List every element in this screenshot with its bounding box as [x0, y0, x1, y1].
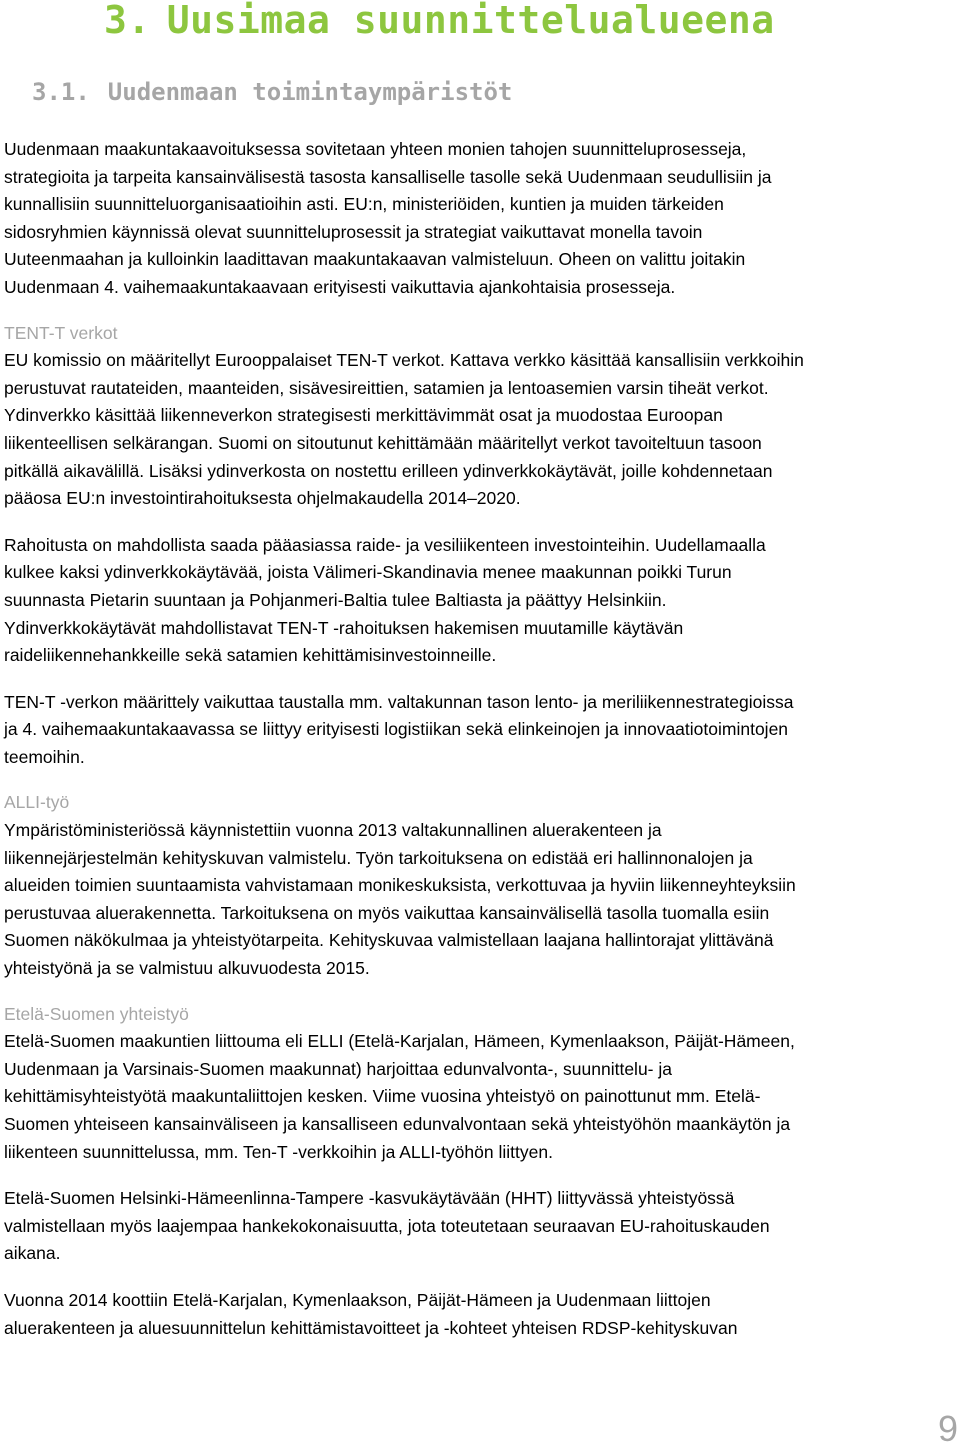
- text-line: liikenteellisen selkärangan. Suomi on sitoutunut kehittämään määritellyt verkot tavoiteltuun tasoon: [4, 432, 762, 453]
- text-line: Ydinverkko käsittää liikenneverkon strategisesti merkittävimmät osat ja muodostaa Euroopan: [4, 405, 723, 426]
- paragraph: [4, 1287, 959, 1342]
- text-line: pääosa EU:n investointirahoituksesta ohjelmakaudella 2014–2020.: [4, 488, 521, 509]
- text-line: ja 4. vaihemaakuntakaavassa se liittyy erityisesti logistiikan sekä elinkeinojen ja innovaatiotoimintojen: [4, 719, 789, 740]
- text-line: kulkee kaksi ydinverkkokäytävää, joista Välimeri-Skandinavia menee maakunnan poikki Turun: [4, 562, 732, 583]
- chapter-number: 3.: [104, 0, 151, 42]
- paragraph: [4, 532, 959, 670]
- text-line: sidosryhmien käynnissä olevat suunnitteluprosessit ja strategiat vaikuttavat monella tavoin: [4, 221, 703, 242]
- text-line: yhteistyönä ja se valmistuu alkuvuodesta 2015.: [4, 958, 370, 979]
- text-line: Uudenmaan maakuntakaavoituksessa sovitetaan yhteen monien tahojen suunnitteluprosesseja,: [4, 139, 747, 159]
- text-line: Ympäristöministeriössä käynnistettiin vuonna 2013 valtakunnallinen aluerakenteen ja: [4, 820, 662, 841]
- text-line: Rahoitusta on mahdollista saada pääasiassa raide- ja vesiliikenteen investointeihin. Uudellamaalla: [4, 534, 766, 555]
- text-line: pitkällä aikavälillä. Lisäksi ydinverkosta on nostettu erilleen ydinverkkokäytävät, joille kohdennetaan: [4, 460, 773, 481]
- page-number: 9: [937, 1408, 958, 1449]
- text-line: aikana.: [4, 1243, 61, 1264]
- text-line: valmistellaan myös laajempaa hankekokonaisuutta, jota toteutetaan seuraavan EU-rahoituskauden: [4, 1215, 770, 1236]
- text-line: kehittämisyhteistyötä maakuntaliittojen kesken. Viime vuosina yhteistyö on painottunut mm. Etelä-: [4, 1086, 761, 1107]
- chapter-title: Uusimaa suunnittelualueena: [166, 0, 775, 42]
- subheading-etela-suomi: Etelä-Suomen yhteistyö: [4, 1003, 189, 1024]
- section-heading: [32, 78, 512, 106]
- text-line: Uuteenmaahan ja kulloinkin laadittavan maakuntakaavan valmisteluun. Oheen on valittu joitakin: [4, 249, 746, 270]
- text-line: aluerakenteen ja aluesuunnittelun kehittämistavoitteet ja -kohteet yhteisen RDSP-kehityskuvan: [4, 1317, 738, 1338]
- text-line: Suomen näkökulmaa ja yhteistyötarpeita. Kehityskuvaa valmistellaan laajana hallintorajat ylittävänä: [4, 930, 774, 951]
- text-line: raideliikennehankkeille sekä satamien kehittämisinvestoinneille.: [4, 645, 497, 666]
- subheading-tent-t: TENT-T verkot: [4, 322, 118, 343]
- text-line: Etelä-Suomen maakuntien liittouma eli ELLI (Etelä-Karjalan, Hämeen, Kymenlaakson, Päijät-Hämeen,: [4, 1031, 795, 1052]
- text-line: suunnasta Pietarin suuntaan ja Pohjanmeri-Baltia tulee Baltiasta ja päättyy Helsinkiin.: [4, 589, 667, 610]
- text-line: liikenteen suunnittelussa, mm. Ten-T -verkkoihin ja ALLI-työhön liittyen.: [4, 1141, 553, 1162]
- text-line: kunnallisiin suunnitteluorganisaatioihin asti. EU:n, ministeriöiden, kuntien ja muiden tärkeiden: [4, 194, 724, 215]
- text-line: Vuonna 2014 koottiin Etelä-Karjalan, Kymenlaakson, Päijät-Hämeen ja Uudenmaan liittojen: [4, 1289, 711, 1310]
- body-content: [4, 136, 959, 1342]
- subheading-alli: ALLI-työ: [4, 792, 70, 813]
- text-line: Uudenmaan 4. vaihemaakuntakaavaan erityisesti vaikuttavia ajankohtaisia prosesseja.: [4, 276, 676, 297]
- section-number: 3.1.: [32, 78, 90, 106]
- text-line: perustuvat rautateiden, maanteiden, sisävesireittien, satamien ja lentoasemien varsin tiheät verkot.: [4, 377, 769, 398]
- section-title: Uudenmaan toimintaympäristöt: [107, 78, 513, 106]
- paragraph: [4, 1028, 959, 1166]
- paragraph: [4, 1185, 959, 1268]
- text-line: TEN-T -verkon määrittely vaikuttaa taustalla mm. valtakunnan tason lento- ja meriliikennestrategioissa: [4, 691, 794, 712]
- paragraph: [4, 689, 959, 772]
- text-line: Etelä-Suomen Helsinki-Hämeenlinna-Tampere -kasvukäytävään (HHT) liittyvässä yhteistyössä: [4, 1188, 735, 1209]
- text-line: EU komissio on määritellyt Eurooppalaiset TEN-T verkot. Kattava verkko käsittää kansallisiin verkkoihin: [4, 350, 804, 371]
- chapter-heading: [104, 0, 775, 42]
- text-line: strategioita ja tarpeita kansainvälisestä tasosta kansalliselle tasolle sekä Uudenmaan seudullisiin ja: [4, 166, 772, 187]
- text-line: liikennejärjestelmän kehityskuvan valmistelu. Työn tarkoituksena on edistää eri hallinnonalojen ja: [4, 847, 753, 868]
- text-line: alueiden toimien suuntaamista vahvistamaan monikeskuksista, verkottuvaa ja hyviin liikenneyhteyksiin: [4, 875, 796, 896]
- text-line: Uudenmaan ja Varsinais-Suomen maakunnat) harjoittaa edunvalvonta-, suunnittelu- ja: [4, 1058, 672, 1079]
- text-line: Suomen yhteiseen kansainväliseen ja kansalliseen edunvalvontaan sekä yhteistyöhön maankäytön ja: [4, 1114, 791, 1134]
- text-line: teemoihin.: [4, 746, 85, 767]
- paragraph: [4, 347, 959, 513]
- intro-paragraph: [4, 136, 959, 302]
- text-line: Ydinverkkokäytävät mahdollistavat TEN-T -rahoituksen hakemisen muutamille käytävän: [4, 617, 684, 638]
- paragraph: [4, 817, 959, 983]
- text-line: perustuvaa aluerakennetta. Tarkoituksena on myös vaikuttaa kansainvälisellä tasolla tuomalla esiin: [4, 902, 770, 923]
